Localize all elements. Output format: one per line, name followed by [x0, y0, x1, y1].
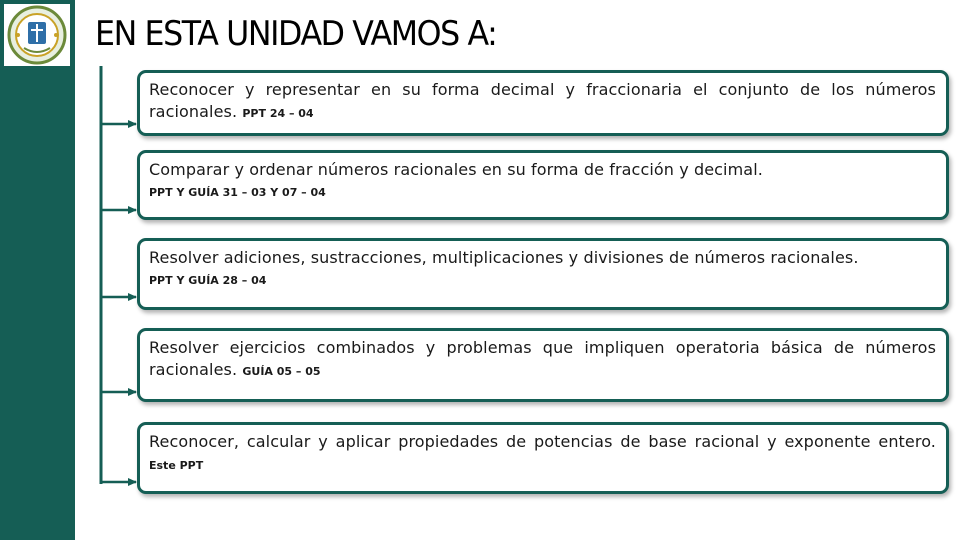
- page-title: EN ESTA UNIDAD VAMOS A:: [95, 14, 497, 54]
- objective-reference: PPT Y GUÍA 28 – 04: [149, 274, 267, 287]
- objective-text: Comparar y ordenar números racionales en su forma de fracción y decimal.: [149, 160, 763, 179]
- objective-text: Resolver ejercicios combinados y problemas que impliquen operatoria básica de números racionales. GUÍA 05 – 05: [149, 338, 936, 379]
- objective-box-1: [137, 70, 949, 136]
- objective-reference: GUÍA 05 – 05: [242, 365, 321, 378]
- objective-reference: PPT 24 – 04: [242, 107, 314, 120]
- objective-box-3: [137, 238, 949, 310]
- objective-reference: PPT Y GUÍA 31 – 03 Y 07 – 04: [149, 186, 326, 199]
- objective-reference: Este PPT: [149, 459, 204, 472]
- objective-text: Reconocer y representar en su forma decimal y fraccionaria el conjunto de los números racionales. PPT 24 – 04: [149, 80, 936, 121]
- objective-box-5: [137, 422, 949, 494]
- objective-box-2: [137, 150, 949, 220]
- objective-text: Reconocer, calcular y aplicar propiedades de potencias de base racional y exponente entero. Este PPT: [149, 432, 936, 472]
- objective-text: Resolver adiciones, sustracciones, multiplicaciones y divisiones de números racionales.: [149, 248, 859, 267]
- objective-box-4: [137, 328, 949, 402]
